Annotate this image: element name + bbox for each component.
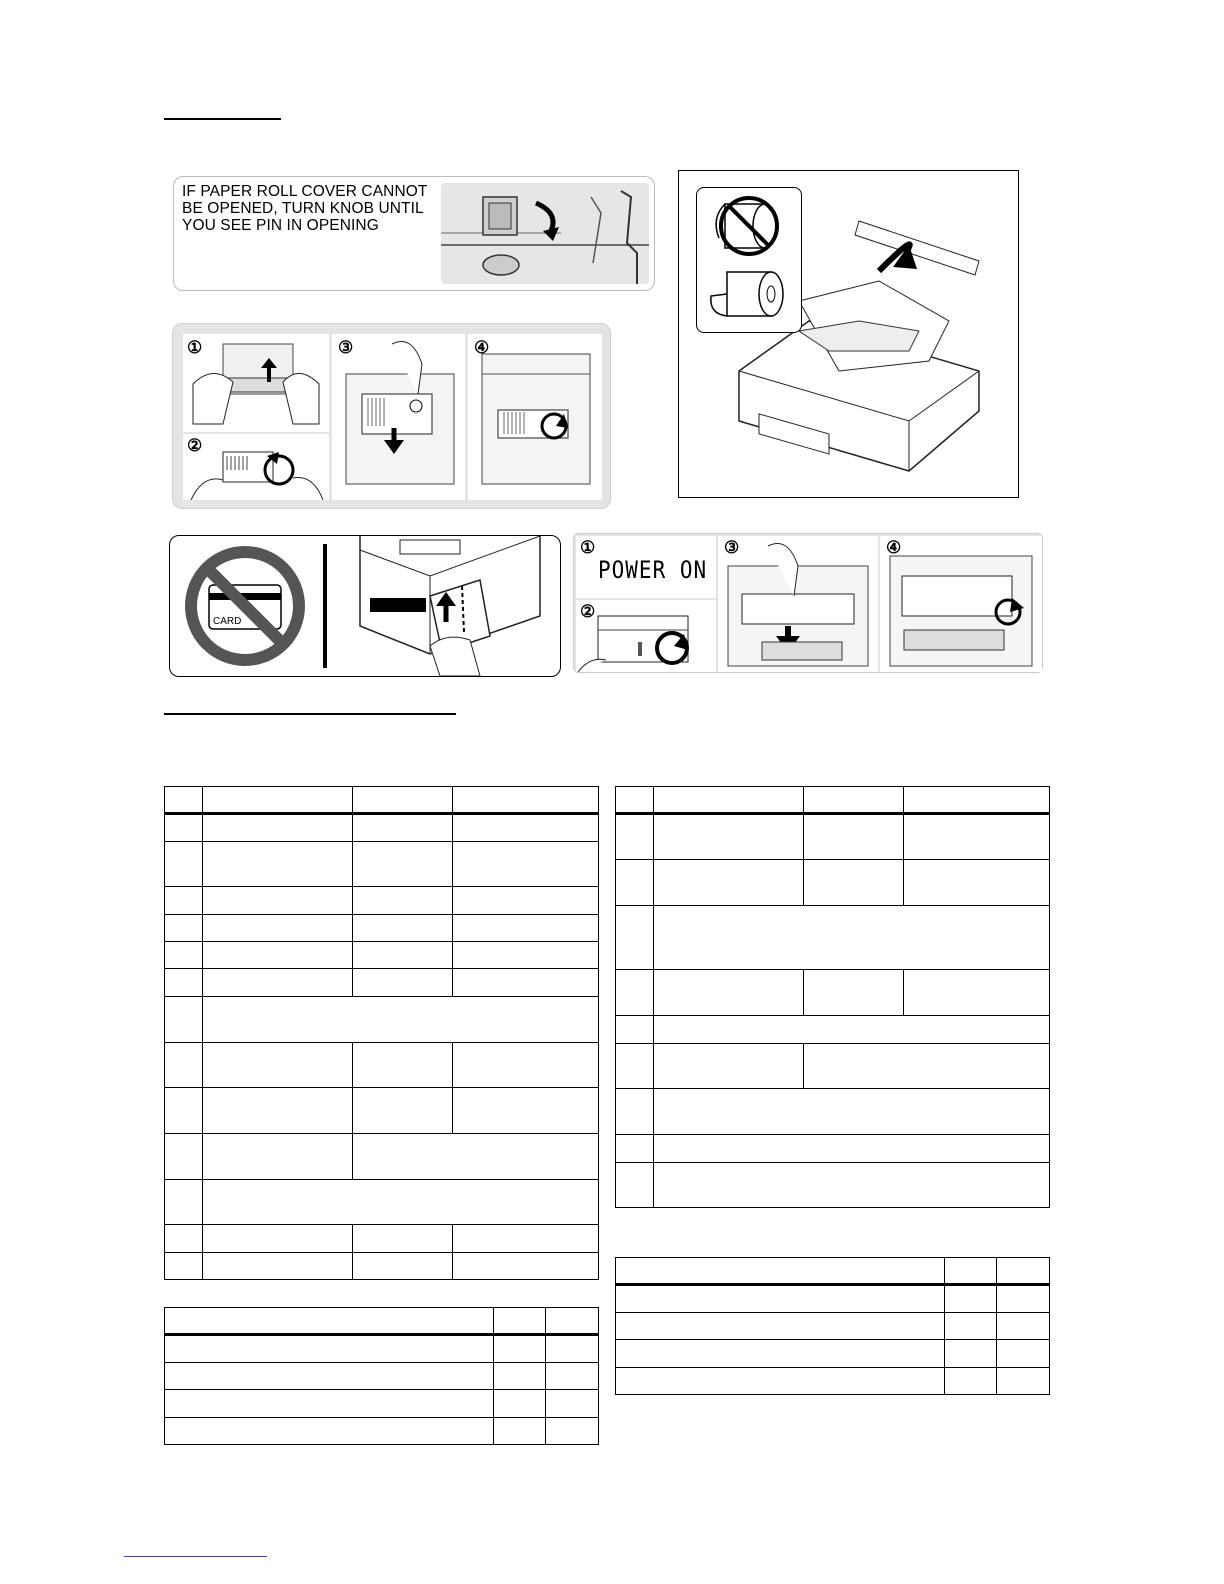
correct-roll-orientation-icon bbox=[711, 272, 783, 316]
ribbon-step-1-number: ① bbox=[187, 338, 203, 357]
power-on-label: POWER ON bbox=[598, 556, 708, 584]
table-row bbox=[165, 787, 599, 814]
table-row bbox=[165, 1308, 599, 1335]
paper-cover-notice-panel bbox=[173, 176, 655, 291]
table-row bbox=[165, 1225, 599, 1253]
table-row bbox=[165, 1390, 599, 1418]
prohibited-icon bbox=[184, 545, 306, 667]
power-on-steps-panel bbox=[573, 533, 1043, 673]
table-row bbox=[165, 997, 599, 1043]
table-row bbox=[165, 1363, 599, 1390]
power-step-2-tile bbox=[576, 600, 716, 672]
notice-text bbox=[182, 183, 427, 234]
table-row bbox=[616, 1163, 1050, 1208]
table-row bbox=[616, 1089, 1050, 1135]
table-row bbox=[165, 1335, 599, 1363]
ribbon-step-3-tile bbox=[332, 334, 465, 500]
table-row bbox=[165, 942, 599, 969]
table-row bbox=[165, 842, 599, 887]
table-row bbox=[165, 887, 599, 915]
power-step-1-number: ① bbox=[580, 538, 596, 557]
power-step-3-number: ③ bbox=[724, 538, 740, 557]
table-row bbox=[165, 1418, 599, 1445]
table-row bbox=[616, 1258, 1050, 1285]
upload-arrow-icon bbox=[430, 580, 490, 676]
power-step-4-number: ④ bbox=[886, 538, 902, 557]
footer-link-underline[interactable] bbox=[124, 1556, 267, 1557]
ribbon-step-2-number: ② bbox=[187, 436, 203, 455]
no-wrong-roll-orientation-icon bbox=[716, 198, 777, 254]
table-row bbox=[165, 915, 599, 942]
table-row bbox=[165, 814, 599, 842]
notice-line-1: IF PAPER ROLL COVER CANNOT bbox=[182, 183, 428, 200]
power-step-2-number: ② bbox=[580, 602, 596, 621]
card-warning-divider bbox=[323, 544, 327, 668]
card-slot-illustration bbox=[350, 536, 556, 676]
table-row bbox=[165, 969, 599, 997]
table-row bbox=[616, 1044, 1050, 1089]
table-row bbox=[165, 1253, 599, 1280]
paper-roll-figure bbox=[678, 170, 1019, 498]
left-settings-table bbox=[164, 786, 599, 1280]
right-settings-table bbox=[615, 786, 1050, 1208]
roll-orientation-callout bbox=[696, 187, 802, 333]
table-row bbox=[616, 1285, 1050, 1313]
power-step-1-tile bbox=[576, 536, 716, 598]
table-row bbox=[165, 1134, 599, 1180]
table-row bbox=[165, 1088, 599, 1134]
notice-line-3: YOU SEE PIN IN OPENING bbox=[182, 217, 379, 234]
ribbon-step-3-number: ③ bbox=[338, 338, 354, 357]
section-heading-underline bbox=[164, 713, 456, 715]
card-warning-panel bbox=[169, 535, 561, 677]
top-heading-underline bbox=[164, 118, 281, 120]
table-row bbox=[616, 1368, 1050, 1395]
ribbon-step-2-tile bbox=[183, 434, 329, 500]
table-row bbox=[616, 906, 1050, 970]
ribbon-step-1-tile bbox=[183, 334, 329, 432]
power-step-4-tile bbox=[880, 536, 1042, 672]
table-row bbox=[165, 1180, 599, 1225]
notice-line-2: BE OPENED, TURN KNOB UNTIL bbox=[182, 200, 424, 217]
left-small-table bbox=[164, 1307, 599, 1445]
knob-illustration bbox=[441, 183, 649, 284]
table-row bbox=[616, 787, 1050, 814]
table-row bbox=[616, 860, 1050, 906]
ribbon-step-4-number: ④ bbox=[474, 338, 490, 357]
table-row bbox=[616, 1016, 1050, 1044]
table-row bbox=[165, 1043, 599, 1088]
table-row bbox=[616, 1340, 1050, 1368]
table-row bbox=[616, 1313, 1050, 1340]
table-row bbox=[616, 814, 1050, 860]
right-small-table bbox=[615, 1257, 1050, 1395]
table-row bbox=[616, 970, 1050, 1016]
card-label: CARD bbox=[213, 616, 242, 627]
table-row bbox=[616, 1135, 1050, 1163]
power-step-3-tile bbox=[718, 536, 878, 672]
ribbon-step-4-tile bbox=[468, 334, 602, 500]
ribbon-install-panel bbox=[172, 323, 611, 509]
